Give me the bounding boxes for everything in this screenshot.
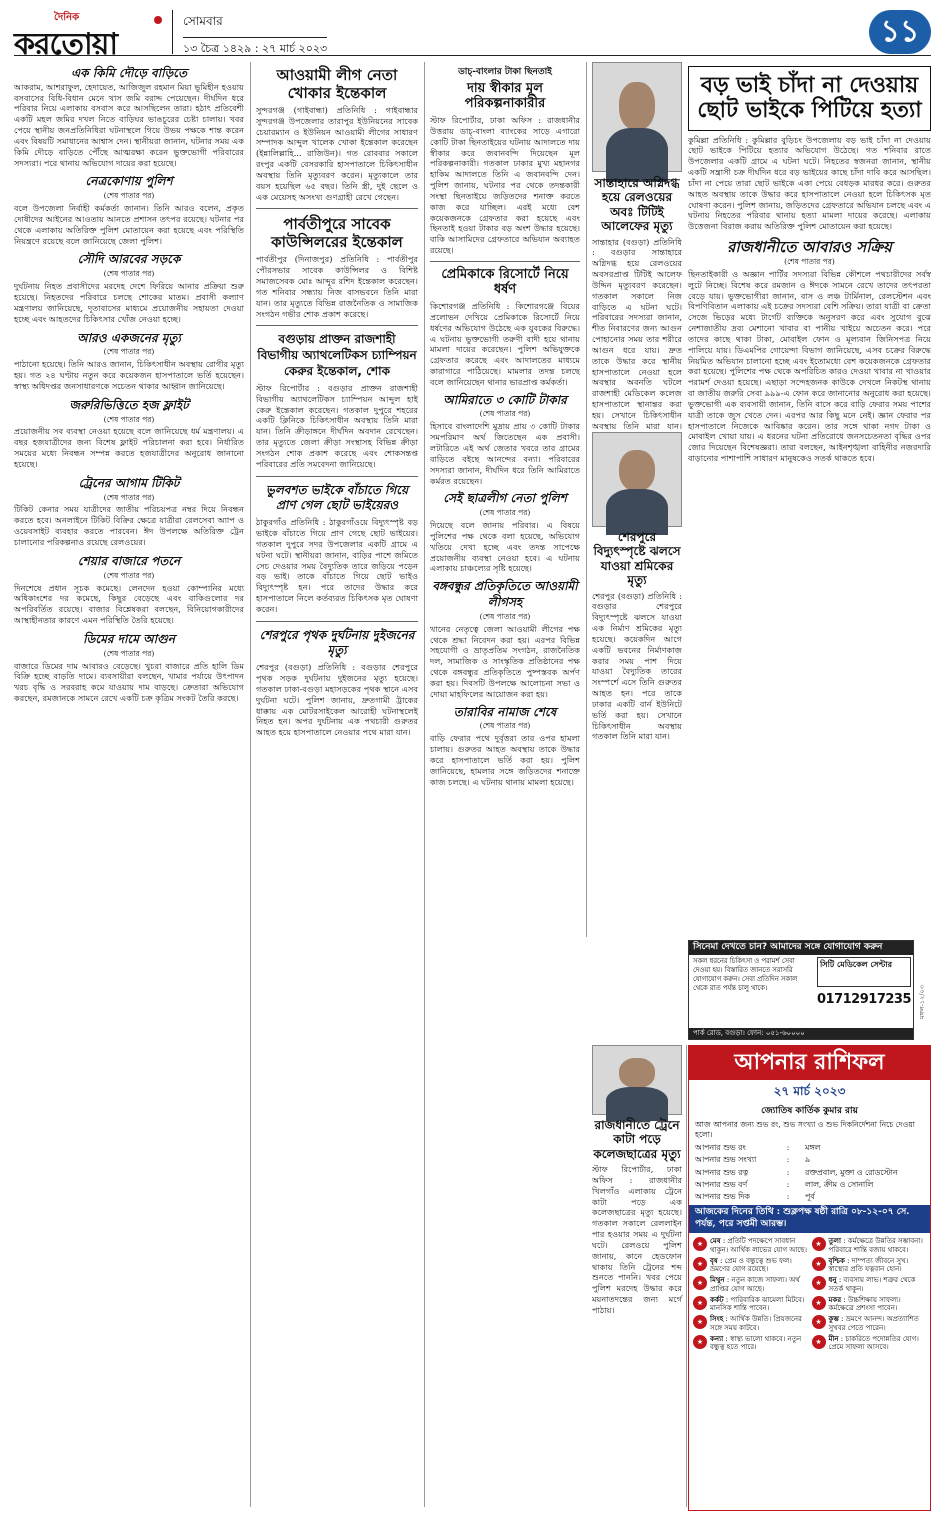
torso-shape (606, 1087, 668, 1121)
headline: আওয়ামী লীগ নেতা খোকার ইন্তেকাল (276, 66, 398, 102)
horoscope-value: লাল, ক্রীম ও সোনালি (805, 1179, 874, 1189)
horoscope-table (689, 1142, 930, 1203)
horoscope-value: রক্তপ্রবাল, মুক্তা ও রোডস্টোন (805, 1167, 898, 1177)
continued-label: (শেষ পাতার পর) (479, 409, 531, 419)
article-divider (256, 621, 418, 622)
horoscope-author: জ্যোতিষ কার্তিক কুমার রায় (761, 1106, 858, 1116)
continued-label: (শেষ পাতার পর) (103, 414, 155, 424)
issue-day: সোমবার (183, 14, 223, 28)
photo-container (592, 1045, 682, 1115)
newspaper-logo (14, 10, 164, 62)
photo-container (592, 62, 682, 172)
torso-shape (606, 489, 668, 536)
horoscope-banner: আপনার রাশিফল (689, 1046, 930, 1080)
zodiac-name: বৃষ (710, 1255, 718, 1265)
horoscope-value: ৯ (805, 1155, 811, 1165)
horoscope-row (689, 1154, 930, 1166)
column-divider (686, 1045, 687, 1507)
article-body: দুর্ঘটনায় নিহত প্রবাসীদের মরদেহ দেশে ফিরিয়ে আনার প্রক্রিয়া শুরু হয়েছে। নিহতদের পরিবারে চলছে শোকের মাতম। প্রবাসী কল্যাণ মন্ত্রণালয় জানিয়েছে, দূতাবাসের মাধ্যমে প্রয়োজনীয় সহায়তা দেওয়া হচ্ছে এবং আহতদের চিকিৎসার খোঁজ নেওয়া হচ্ছে। (14, 281, 244, 324)
article-body: শেরপুর (বগুড়া) প্রতিনিধি : বগুড়ার শেরপুরে বিদ্যুৎস্পৃষ্টে ঝলসে যাওয়া এক নির্মাণ শ্রমিকের মৃত্যু হয়েছে। কয়েকদিন আগে একটি ভবনের নির্মাণকাজ করার সময় পাশ দিয়ে যাওয়া বৈদ্যুতিক তারের সংস্পর্শে এসে তিনি গুরুতর আহত হন। পরে তাকে ঢাকার একটি বার্ন ইউনিটে ভর্তি করা হয়। সেখানে চিকিৎসাধীন অবস্থায় গতকাল তিনি মারা যান। (592, 590, 682, 742)
horoscope-value: পূর্ব (805, 1192, 815, 1202)
headline: বড় ভাই চাঁদা না দেওয়ায় ছোট ভাইকে পিটিয়ে হত্যা (697, 73, 922, 124)
article-body: টিকিট কেনার সময় যাত্রীদের জাতীয় পরিচয়পত্র নম্বর দিয়ে নিবন্ধন করতে হবে। অনলাইনে টিকিট বিক্রির ক্ষেত্রে যাত্রীরা রেলসেবা অ্যাপ ও ওয়েবসাইট ব্যবহার করতে পারবেন। ঈদ উপলক্ষে অতিরিক্ত ট্রেন চালানোর পরিকল্পনাও রয়েছে রেলওয়ের। (14, 504, 244, 547)
portrait-photo (592, 432, 682, 527)
portrait-photo (592, 62, 682, 172)
zodiac-item (812, 1257, 927, 1275)
ad-footer: পার্ক রোড, বগুড়া। ফোন: ০৫১-৬০০০০ (689, 1028, 913, 1039)
issue-info (172, 10, 327, 54)
zodiac-name: মকর (828, 1294, 842, 1304)
zodiac-name: ধনু (828, 1275, 837, 1285)
headline: শেয়ার বাজারে পতনে (77, 553, 181, 568)
headline: শেরপুরে পৃথক দুর্ঘটনায় দুইজনের মৃত্যু (259, 627, 415, 658)
zodiac-icon: ★ (812, 1276, 826, 1290)
horoscope-row (689, 1167, 930, 1179)
article-divider (256, 208, 418, 209)
headline: জরুরিভিত্তিতে হজ ফ্লাইট (69, 397, 189, 412)
column-two (256, 66, 418, 1506)
headline: ট্রেনের আগাম টিকিট (78, 475, 180, 490)
zodiac-text: কর্কট : পারিবারিক ঝামেলা মিটবে। মানসিক শান্তি পাবেন। (710, 1294, 805, 1313)
article-divider (256, 325, 418, 326)
article-body: দিয়েছে বলে জানায় পরিবার। এ বিষয়ে পুলিশের পক্ষ থেকে বলা হয়েছে, অভিযোগ খতিয়ে দেখা হচ্ছে এবং তদন্ত সাপেক্ষে প্রয়োজনীয় ব্যবস্থা নেওয়া হবে। এ ঘটনায় এলাকায় চাঞ্চল্যের সৃষ্টি হয়েছে। (430, 520, 580, 574)
column-four-c (592, 1118, 682, 1508)
column-divider (250, 62, 251, 1507)
zodiac-name: কুম্ভ (828, 1314, 839, 1324)
zodiac-icon: ★ (693, 1315, 707, 1329)
headline: আরও একজনের মৃত্যু (77, 330, 181, 345)
zodiac-item (812, 1296, 927, 1314)
headline: রাজধানীতে আবারও সক্রিয় (727, 238, 892, 257)
continued-label: (শেষ পাতার পর) (479, 611, 531, 621)
article-body: সান্তাহার (বগুড়া) প্রতিনিধি : বগুড়ার সান্তাহারে অগ্নিদগ্ধ হয়ে রেলওয়ের অবসরপ্রাপ্ত টিটিই আলেফ উদ্দিন মৃত্যুবরণ করেছেন। গতকাল সকালে নিজ বাড়িতে এ ঘটনা ঘটে। পরিবারের সদস্যরা জানান, শীত নিবারণের জন্য আগুন পোহানোর সময় তার শরীরে আগুন ধরে যায়। দ্রুত তাকে উদ্ধার করে স্থানীয় হাসপাতালে নেওয়া হলে অবস্থার অবনতি ঘটলে রাজশাহী মেডিকেল কলেজ হাসপাতালে স্থানান্তর করা হয়। সেখানে চিকিৎসাধীন অবস্থায় তিনি মারা যান। (592, 236, 682, 431)
horoscope-row (689, 1191, 930, 1203)
article-body: ছিনতাইকারী ও অজ্ঞান পার্টির সদস্যরা বিভিন্ন কৌশলে পথচারীদের সর্বস্ব লুটে নিচ্ছে। বিশেষ করে রমজান ও ঈদকে সামনে রেখে তাদের তৎপরতা বেড়ে যায়। ভুক্তভোগীরা জানান, বাস ও লঞ্চ টার্মিনাল, রেলস্টেশন এবং বিপণিবিতান এলাকায় এই চক্রের সদস্যরা বেশি সক্রিয়। তারা যাত্রী বা ক্রেতা সেজে ভিড়ের মধ্যে টার্গেট ব্যক্তিকে অনুসরণ করে এবং সুযোগ বুঝে নেশাজাতীয় দ্রব্য মেশানো খাবার বা পানীয় খাইয়ে অচেতন করে। পরে তাদের কাছে থাকা টাকা, মোবাইল ফোন ও মূল্যবান জিনিসপত্র নিয়ে পালিয়ে যায়। ডিএমপির গোয়েন্দা বিভাগ জানিয়েছে, এসব চক্রের বিরুদ্ধে নিয়মিত অভিযান চালানো হচ্ছে এবং ইতোমধ্যে বেশ কয়েকজনকে গ্রেফতার করা হয়েছে। পুলিশের পক্ষ থেকে অপরিচিত কারও দেওয়া খাবার না খাওয়ার পরামর্শ দেওয়া হয়েছে। এছাড়া সন্দেহজনক কাউকে দেখলে নিকটস্থ থানায় বা জাতীয় জরুরি সেবা ৯৯৯-এ ফোন করে জানানোর অনুরোধ করা হয়েছে। ভুক্তভোগী এক ব্যবসায়ী জানান, তিনি বাসে করে বাড়ি ফেরার সময় পাশের যাত্রী তাকে জুস খেতে দেন। এরপর আর কিছু মনে নেই। জ্ঞান ফেরার পর হাসপাতালে নিজেকে আবিষ্কার করেন। তার সঙ্গে থাকা নগদ টাকা ও মোবাইল খোয়া যায়। এ ধরনের ঘটনা প্রতিরোধে জনসচেতনতা বৃদ্ধির ওপর জোর দিয়েছেন বিশেষজ্ঞরা। তারা বলছেন, আইনশৃঙ্খলা বাহিনীর নজরদারি বাড়ানোর পাশাপাশি সাধারণ মানুষকেও সতর্ক থাকতে হবে। (688, 268, 931, 464)
column-four-a (592, 176, 682, 431)
headline: বঙ্গবন্ধুর প্রতিকৃতিতে আওয়ামী লীগসহ (432, 579, 578, 610)
article-body: শেরপুর (বগুড়া) প্রতিনিধি : বগুড়ার শেরপুরে পৃথক সড়ক দুর্ঘটনায় দুইজনের মৃত্যু হয়েছে। গতকাল ঢাকা-বগুড়া মহাসড়কের পৃথক স্থানে এসব দুর্ঘটনা ঘটে। পুলিশ জানায়, দ্রুতগামী ট্রাকের ধাক্কায় এক মোটরসাইকেল আরোহী ঘটনাস্থলেই নিহত হন। অপর দুর্ঘটনায় এক পথচারী গুরুতর আহত হয়ে হাসপাতালে নেওয়ার পথে মারা যান। (256, 662, 418, 738)
zodiac-icon: ★ (812, 1257, 826, 1271)
zodiac-item (693, 1276, 808, 1294)
headline: দায় স্বীকার মূল পরিকল্পনাকারীর (464, 80, 546, 112)
headline: রাজধানীতে ট্রেনে কাটা পড়ে কলেজছাত্রের মৃত্যু (593, 1118, 681, 1161)
column-four-b (592, 530, 682, 930)
headline: প্রেমিকাকে রিসোর্টে নিয়ে ধর্ষণ (441, 266, 569, 298)
zodiac-item (693, 1315, 808, 1333)
article-body: ঠাকুরগাঁও প্রতিনিধি : ঠাকুরগাঁওয়ে বিদ্যুৎস্পৃষ্ট বড় ভাইকে বাঁচাতে গিয়ে প্রাণ গেছে ছোট ভাইয়ের। গতকাল দুপুরে সদর উপজেলার একটি গ্রামে এ ঘটনা ঘটে। স্থানীয়রা জানান, বাড়ির পাশে জমিতে সেচ দেওয়ার সময় বৈদ্যুতিক তারে জড়িয়ে পড়েন বড় ভাই। তাকে বাঁচাতে গিয়ে ছোট ভাইও বিদ্যুৎস্পৃষ্ট হন। পরে তাদের উদ্ধার করে হাসপাতালে নিলে কর্তব্যরত চিকিৎসক মৃত ঘোষণা করেন। (256, 517, 418, 614)
ad-text: সকল ধরনের চিকিৎসা ও পরামর্শ সেবা দেওয়া হয়। বিস্তারিত জানতে সরাসরি যোগাযোগ করুন। সেবা প্রতিদিন সকাল থেকে রাত পর্যন্ত চালু থাকে। (693, 957, 798, 992)
zodiac-item (693, 1237, 808, 1255)
continued-label: (শেষ পাতার পর) (479, 721, 531, 731)
zodiac-text: সিংহ : আর্থিক উন্নতি। প্রিয়জনের সঙ্গে সময় কাটবে। (710, 1314, 802, 1332)
zodiac-name: কন্যা (710, 1333, 724, 1343)
continued-label: (শেষ পাতার পর) (103, 347, 155, 357)
torso-shape (606, 128, 668, 182)
zodiac-name: মেষ (710, 1236, 721, 1246)
horoscope-value: মঙ্গল (805, 1143, 821, 1153)
column-five (688, 66, 931, 936)
headline: নেত্রকোণায় পুলিশ (85, 174, 173, 189)
article-body: বাড়ি ফেরার পথে দুর্বৃত্তরা তার ওপর হামলা চালায়। গুরুতর আহত অবস্থায় তাকে উদ্ধার করে হাসপাতালে ভর্তি করা হয়। পুলিশ জানিয়েছে, হামলার সঙ্গে জড়িতদের শনাক্তে কাজ চলছে। এ ঘটনায় থানায় মামলা হয়েছে। (430, 733, 580, 787)
zodiac-item (693, 1257, 808, 1275)
headline: সান্তাহারে অগ্নিদগ্ধ হয়ে রেলওয়ের অবঃ টিটিই আলেফের মৃত্যু (594, 176, 680, 234)
zodiac-item (812, 1315, 927, 1333)
horoscope-today: আজকের দিনের তিথি : শুক্লপক্ষ ষষ্ঠী রাত্রি ০৮-১২-০৭ সে. পর্যন্ত, পরে সপ্তমী আরম্ভ। (689, 1205, 930, 1233)
continued-label: (শেষ পাতার পর) (103, 269, 155, 279)
headline: সেই ছাত্রলীগ নেতা পুলিশ (443, 491, 567, 506)
separator: : (786, 1167, 790, 1177)
zodiac-name: মিথুন (710, 1275, 725, 1285)
zodiac-icon: ★ (812, 1315, 826, 1329)
column-divider (586, 62, 587, 937)
separator: : (786, 1143, 790, 1153)
horoscope-key: আপনার শুভ সংখ্যা (695, 1155, 757, 1165)
article-body: সুন্দরগঞ্জ (গাইবান্ধা) প্রতিনিধি : গাইবান্ধার সুন্দরগঞ্জ উপজেলার তারাপুর ইউনিয়নের সাবেক চেয়ারম্যান ও ইউনিয়ন আওয়ামী লীগের সাধারণ সম্পাদক আব্দুল খালেক খোকা ইন্তেকাল করেছেন (ইন্নালিল্লাহি... রাজিউন)। গত রোববার সকালে রংপুর একটি বেসরকারি হাসপাতালে চিকিৎসাধীন অবস্থায় তিনি মৃত্যুবরণ করেন। মৃত্যুকালে তার বয়স হয়েছিল ৬৫ বছর। তিনি স্ত্রী, দুই ছেলে ও এক মেয়েসহ অসংখ্য গুণগ্রাহী রেখে গেছেন। (256, 105, 418, 202)
article-body: খানের নেতৃত্বে জেলা আওয়ামী লীগের পক্ষ থেকে শ্রদ্ধা নিবেদন করা হয়। এরপর বিভিন্ন সহযোগী ও ভ্রাতৃপ্রতিম সংগঠন, রাজনৈতিক দল, সামাজিক ও সাংস্কৃতিক প্রতিষ্ঠানের পক্ষ থেকে বঙ্গবন্ধুর প্রতিকৃতিতে পুষ্পস্তবক অর্পণ করা হয়। দিবসটি উপলক্ষে আলোচনা সভা ও দোয়া মাহফিলের আয়োজন করা হয়। (430, 623, 580, 699)
headline: এক কিমি দৌড়ে বাড়িতে (71, 66, 187, 80)
logo-dot-icon (154, 16, 162, 24)
zodiac-text: কুম্ভ : ভ্রমণে আনন্দ। অপ্রত্যাশিত সুখবর পেতে পারেন। (828, 1314, 919, 1332)
zodiac-item (812, 1276, 927, 1294)
continued-label: (শেষ পাতার পর) (103, 191, 155, 201)
logo-name: করতোয়া (14, 27, 118, 62)
zodiac-icon: ★ (812, 1237, 826, 1251)
zodiac-text: বৃশ্চিক : দাম্পত্য জীবনে সুখ। স্বাস্থ্যের প্রতি যত্নবান হোন। (828, 1255, 909, 1274)
ad-header: সিনেমা দেখতে চান? আমাদের সঙ্গে যোগাযোগ করুন (689, 941, 913, 955)
horoscope-key: আপনার শুভ রং (695, 1143, 746, 1153)
article-body: স্টাফ রিপোর্টার : বগুড়ার প্রাক্তন রাজশাহী বিভাগীয় অ্যাথলেটিকস চ্যাম্পিয়ন আব্দুল হাই কেরু ইন্তেকাল করেছেন। গতকাল দুপুরে শহরের একটি ক্লিনিকে চিকিৎসাধীন অবস্থায় তিনি মারা যান। তিনি ক্রীড়াঙ্গনে দীর্ঘদিন অবদান রেখেছেন। তার মৃত্যুতে জেলা ক্রীড়া সংস্থাসহ বিভিন্ন ক্রীড়া সংগঠন শোক প্রকাশ করেছে এবং শোকসন্তপ্ত পরিবারের প্রতি সমবেদনা জানিয়েছে। (256, 382, 418, 469)
ad-brand: সিটি মেডিকেল সেন্টার (817, 957, 911, 987)
zodiac-item (693, 1296, 808, 1314)
zodiac-item (693, 1335, 808, 1353)
separator: : (786, 1179, 790, 1189)
continued-label: (শেষ পাতার পর) (479, 508, 531, 518)
zodiac-text: মিথুন : নতুন কাজে সাফল্য। অর্থ প্রাপ্তির যোগ আছে। (710, 1275, 800, 1293)
zodiac-text: কন্যা : স্বাস্থ্য ভালো থাকবে। নতুন বন্ধুত্ব হতে পারে। (710, 1333, 802, 1352)
article-body: কুমিল্লা প্রতিনিধি : কুমিল্লার বুড়িচং উপজেলায় বড় ভাই চাঁদা না দেওয়ায় ছোট ভাইকে পিটিয়ে হত্যার অভিযোগ উঠেছে। গত শনিবার রাতে উপজেলার একটি গ্রামে এ ঘটনা ঘটে। নিহতের স্বজনরা জানান, স্থানীয় একটি সন্ত্রাসী চক্র দীর্ঘদিন ধরে বড় ভাইয়ের কাছে চাঁদা দাবি করে আসছিল। চাঁদা না পেয়ে তারা ছোট ভাইকে একা পেয়ে বেধড়ক মারধর করে। গুরুতর আহত অবস্থায় তাকে উদ্ধার করে হাসপাতালে নেওয়া হলে চিকিৎসক মৃত ঘোষণা করেন। পুলিশ জানায়, জড়িতদের গ্রেফতারে অভিযান চলছে এবং এ ঘটনায় নিহতের পরিবার থানায় হত্যা মামলা দায়ের করেছে। এলাকায় উত্তেজনা বিরাজ করায় অতিরিক্ত পুলিশ মোতায়েন করা হয়েছে। (688, 134, 931, 232)
article-body: আকরাম, আশরাফুল, হেদায়েত, আজিজুল রহমান মিয়া ভূমিহীন হওয়ায় বসবাসের বিধি-বিধান মেনে খাস জমি বরাদ্দ পেয়েছেন। দীর্ঘদিন ধরে পরিবার নিয়ে এলাকায় বসবাস করে আসছিলেন তারা। হঠাৎ প্রতিবেশী একটি মহল জমির দখল নিতে বাড়িঘর ভাঙচুরের চেষ্টা চালায়। খবর পেয়ে স্থানীয় জনপ্রতিনিধিরা ঘটনাস্থলে গিয়ে উভয় পক্ষকে শান্ত করেন এবং বিষয়টি সমাধানের আশ্বাস দেন। স্থানীয়রা জানান, ঘটনার সময় এক কিমি দৌড়ে বাড়িতে পৌঁছে আত্মরক্ষা করেন ভুক্তভোগী পরিবারের সদস্যরা। পরে থানায় অভিযোগ দায়ের করা হয়েছে। (14, 81, 244, 168)
headline: সৌদি আরবের সড়কে (77, 252, 181, 267)
article-body: বাজারে ডিমের দাম আবারও বেড়েছে। খুচরা বাজারে প্রতি হালি ডিম বিক্রি হচ্ছে বাড়তি দামে। ব্যবসায়ীরা বলছেন, খামার পর্যায়ে উৎপাদন খরচ বৃদ্ধি ও সরবরাহ কমে যাওয়ায় দাম বাড়ছে। ক্রেতারা অভিযোগ করছেন, রমজানকে সামনে রেখে একটি চক্র কৃত্রিম সংকট তৈরি করছে। (14, 660, 244, 704)
zodiac-icon: ★ (693, 1335, 707, 1349)
article-body: পার্বতীপুর (দিনাজপুর) প্রতিনিধি : পার্বতীপুর পৌরসভার সাবেক কাউন্সিলর ও বিশিষ্ট সমাজসেবক মোঃ আব্দুর রশিদ ইন্তেকাল করেছেন। গত শনিবার সন্ধ্যায় নিজ বাসভবনে তিনি মারা যান। তার মৃত্যুতে বিভিন্ন রাজনৈতিক ও সামাজিক সংগঠন গভীর শোক প্রকাশ করেছে। (256, 254, 418, 319)
continued-label: (শেষ পাতার পর) (103, 648, 155, 658)
zodiac-name: মীন (828, 1333, 839, 1343)
article-body: হিসাবে বাংলাদেশি মুদ্রায় প্রায় ৩ কোটি টাকার সমপরিমাণ অর্থ জিতেছেন এক প্রবাসী। লটারিতে এই অর্থ জেতার খবরে তার গ্রামের বাড়িতে বইছে আনন্দের বন্যা। পরিবারের সদস্যরা জানান, দীর্ঘদিন ধরে তিনি আমিরাতে কর্মরত রয়েছেন। (430, 421, 580, 486)
article-body: পাঠানো হয়েছে। তিনি আরও জানান, চিকিৎসাধীন অবস্থায় রোগীর মৃত্যু হয়। গত ২৪ ঘণ্টায় নতুন করে কয়েকজন হাসপাতালে ভর্তি হয়েছেন। স্বাস্থ্য অধিদপ্তর জনসাধারণকে সচেতন থাকার আহ্বান জানিয়েছে। (14, 359, 244, 391)
zodiac-text: মেষ : প্রতিটি পদক্ষেপে সাবধান থাকুন। আর্থিক লাভের যোগ আছে। (710, 1236, 807, 1254)
article-body: স্টাফ রিপোর্টার, ঢাকা অফিস : রাজধানীর উত্তরায় ডাচ্-বাংলা ব্যাংকের সাড়ে এগারো কোটি টাকা ছিনতাইয়ের ঘটনায় আদালতে দায় স্বীকার করে জবানবন্দি দিয়েছেন মূল পরিকল্পনাকারী। গতকাল ঢাকার মুখ্য মহানগর হাকিম আদালতে তিনি এ জবানবন্দি দেন। পুলিশ জানায়, ঘটনার পর থেকে তদন্তকারী সংস্থা ছিনতাইয়ে জড়িতদের শনাক্ত করতে কাজ করে যাচ্ছিল। এরই মধ্যে বেশ কয়েকজনকে গ্রেফতার করা হয়েছে এবং ছিনতাই হওয়া টাকার বড় অংশ উদ্ধার হয়েছে। বাকি আসামিদের গ্রেফতারে অভিযান অব্যাহত রয়েছে। (430, 115, 580, 255)
horoscope-box (688, 1045, 931, 1511)
horoscope-row (689, 1179, 930, 1191)
side-code: মঙ্গল-১২/০৩ (918, 985, 926, 1020)
horoscope-key: আপনার শুভ বর্ণ (695, 1179, 748, 1189)
advertisement[interactable] (688, 940, 914, 1040)
zodiac-icon: ★ (693, 1257, 707, 1271)
continued-label: (শেষ পাতার পর) (103, 570, 155, 580)
headline: ডিমের দামে আগুন (83, 631, 175, 646)
zodiac-name: সিংহ (710, 1314, 724, 1324)
zodiac-name: তুলা (828, 1236, 841, 1246)
ad-phone[interactable]: 01712917235 (817, 992, 911, 1007)
headline: শেরপুরে বিদ্যুৎস্পৃষ্টে ঝলসে যাওয়া শ্রমিকের মৃত্যু (593, 530, 681, 588)
zodiac-item (812, 1237, 927, 1255)
zodiac-icon: ★ (812, 1296, 826, 1310)
zodiac-icon: ★ (693, 1296, 707, 1310)
horoscope-key: আপনার শুভ রত্ন (695, 1167, 749, 1177)
face-shape (619, 82, 654, 130)
face-shape (619, 1058, 654, 1088)
zodiac-icon: ★ (693, 1237, 707, 1251)
photo-container (592, 432, 682, 527)
issue-date: ১৩ চৈত্র ১৪২৯ : ২৭ মার্চ ২০২৩ (183, 37, 327, 59)
zodiac-text: ধনু : ব্যবসায় লাভ। শত্রুর থেকে সতর্ক থাকুন। (828, 1275, 916, 1293)
kicker: ডাচ্-বাংলার টাকা ছিনতাই (458, 67, 552, 77)
article-divider (430, 261, 580, 262)
headline: বগুড়ায় প্রাক্তন রাজশাহী বিভাগীয় অ্যাথলেটিকস চ্যাম্পিয়ন কেরুর ইন্তেকাল, শোক (257, 332, 417, 379)
headline: তারাবির নামাজ শেষে (453, 704, 557, 719)
column-one (14, 66, 244, 1506)
zodiac-text: বৃষ : প্রেম ও বন্ধুত্বে শুভ ফল। ভ্রমণের যোগ রয়েছে। (710, 1255, 792, 1274)
zodiac-item (812, 1335, 927, 1353)
article-body: স্টাফ রিপোর্টার, ঢাকা অফিস : রাজধানীর খিলগাঁও এলাকায় ট্রেনে কাটা পড়ে এক কলেজছাত্রের মৃত্যু হয়েছে। গতকাল সকালে রেললাইন পার হওয়ার সময় এ দুর্ঘটনা ঘটে। রেলওয়ে পুলিশ জানায়, কানে হেডফোন থাকায় তিনি ট্রেনের শব্দ শুনতে পাননি। খবর পেয়ে পুলিশ মরদেহ উদ্ধার করে ময়নাতদন্তের জন্য মর্গে পাঠায়। (592, 1164, 682, 1315)
masthead (14, 10, 931, 62)
zodiac-name: বৃশ্চিক (828, 1255, 845, 1265)
horoscope-row (689, 1142, 930, 1154)
article-body: বলে উপজেলা নির্বাহী কর্মকর্তা জানান। তিনি আরও বলেন, প্রকৃত দোষীদের আইনের আওতায় আনতে প্রশাসন তৎপর রয়েছে। ঘটনার পর থেকে এলাকায় অতিরিক্ত পুলিশ মোতায়েন করা হয়েছে এবং পরিস্থিতি নিয়ন্ত্রণে রয়েছে বলে জানিয়েছে জেলা পুলিশ। (14, 203, 244, 246)
separator: : (786, 1192, 790, 1202)
column-three (430, 66, 580, 1506)
zodiac-text: মকর : উচ্চশিক্ষায় সাফল্য। কর্মক্ষেত্রে প্রশংসা পাবেন। (828, 1294, 901, 1313)
headline: আমিরাতে ৩ কোটি টাকার (443, 392, 567, 407)
article-body: দিনশেষে প্রধান সূচক কমেছে। লেনদেন হওয়া কোম্পানির মধ্যে অধিকাংশের দর কমেছে, কিছুর বেড়েছে এবং বাকিগুলোর দর অপরিবর্তিত রয়েছে। বাজার বিশ্লেষকরা বলছেন, বিনিয়োগকারীদের আস্থাহীনতার কারণে এমন পরিস্থিতি তৈরি হয়েছে। (14, 582, 244, 625)
continued-label: (শেষ পাতার পর) (103, 492, 155, 502)
horoscope-date: ২৭ মার্চ ২০২৩ (773, 1084, 846, 1098)
zodiac-name: কর্কট (710, 1294, 724, 1304)
article-body: কিশোরগঞ্জ প্রতিনিধি : কিশোরগঞ্জে বিয়ের প্রলোভন দেখিয়ে প্রেমিকাকে রিসোর্টে নিয়ে ধর্ষণের অভিযোগ উঠেছে এক যুবকের বিরুদ্ধে। এ ঘটনায় ভুক্তভোগী তরুণী বাদী হয়ে থানায় মামলা দায়ের করেছেন। পুলিশ অভিযুক্তকে গ্রেফতার করেছে এবং আদালতের মাধ্যমে কারাগারে পাঠিয়েছে। মামলার তদন্ত চলছে বলে জানিয়েছেন থানার ভারপ্রাপ্ত কর্মকর্তা। (430, 301, 580, 387)
zodiac-icon: ★ (812, 1335, 826, 1349)
horoscope-key: আপনার শুভ দিক (695, 1192, 750, 1202)
face-shape (619, 450, 654, 491)
article-divider (256, 476, 418, 477)
column-divider (424, 62, 425, 1507)
zodiac-text: তুলা : কর্মক্ষেত্রে উন্নতির সম্ভাবনা। পরিবারে শান্তি বজায় থাকবে। (828, 1236, 923, 1254)
separator: : (786, 1155, 790, 1165)
horoscope-intro: আজ আপনার জন্য শুভ রং, শুভ সংখ্যা ও শুভ দিকনির্দেশনা নিচে দেওয়া হলো। (695, 1120, 916, 1140)
article-body: প্রয়োজনীয় সব ব্যবস্থা নেওয়া হয়েছে বলে জানিয়েছে ধর্ম মন্ত্রণালয়। এ বছর হজযাত্রীদের জন্য বিশেষ ফ্লাইট পরিচালনা করা হবে। নির্ধারিত সময়ের মধ্যে নিবন্ধন সম্পন্ন করতে হজযাত্রীদের অনুরোধ জানানো হয়েছে। (14, 426, 244, 469)
headline: পার্বতীপুরে সাবেক কাউন্সিলরের ইন্তেকাল (271, 215, 403, 252)
zodiac-text: মীন : চাকরিতে পদোন্নতির যোগ। প্রেমে সাফল্য আসবে। (828, 1333, 919, 1352)
portrait-photo (592, 1045, 682, 1115)
continued-label: (শেষ পাতার পর) (784, 257, 835, 267)
lead-box (688, 66, 931, 131)
headline: ভুলবশত ভাইকে বাঁচাতে গিয়ে প্রাণ গেল ছোট ভাইয়েরও (265, 482, 409, 513)
page-number: ১১ (869, 10, 931, 54)
zodiac-grid (689, 1235, 930, 1354)
zodiac-icon: ★ (693, 1276, 707, 1290)
logo-small-text: দৈনিক (54, 12, 80, 23)
